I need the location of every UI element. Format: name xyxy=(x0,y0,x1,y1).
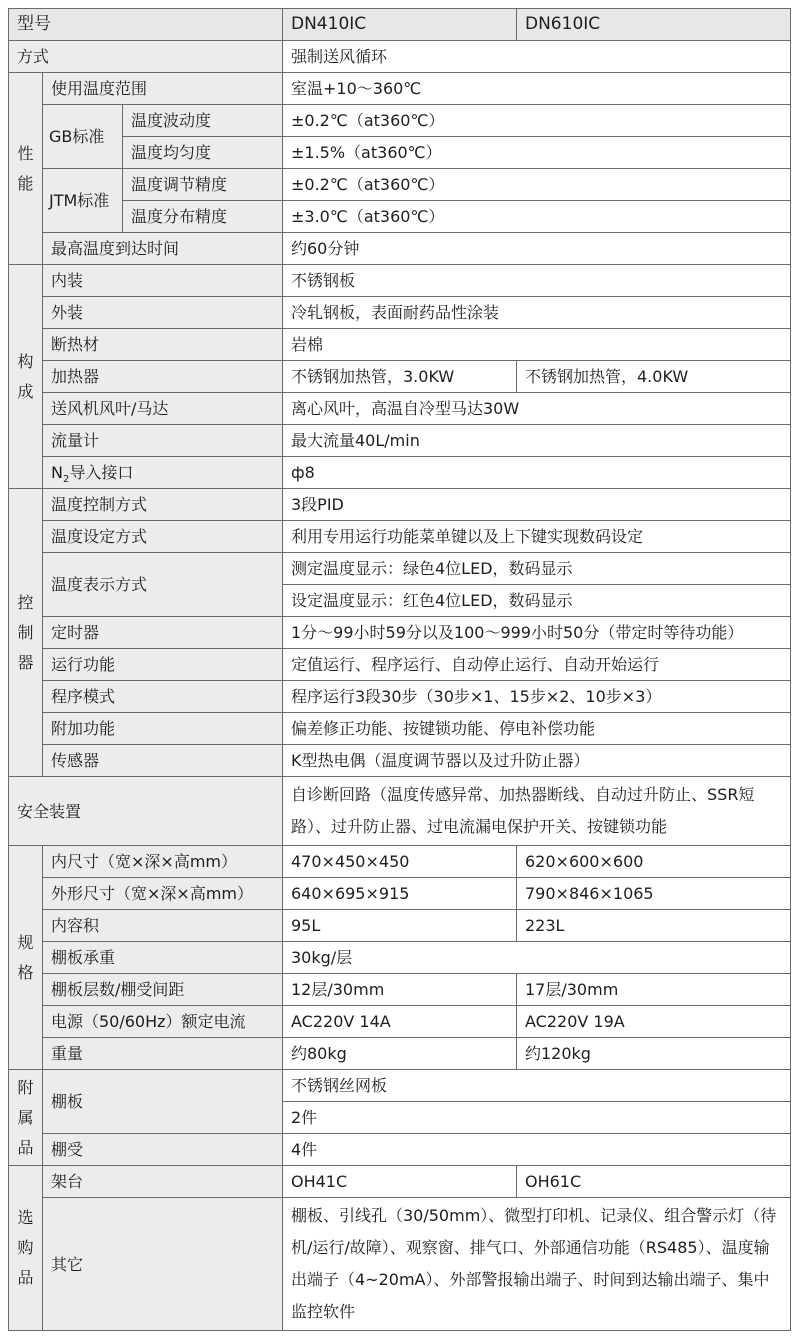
ctl-ctrl-label: 温度控制方式 xyxy=(43,489,283,521)
construction-category xyxy=(9,265,43,489)
con-flow-value: 最大流量40L/min xyxy=(283,425,791,457)
ctl-ctrl-value: 3段PID xyxy=(283,489,791,521)
ctl-timer-label: 定时器 xyxy=(43,617,283,649)
n2-label-post: 导入接口 xyxy=(69,463,134,482)
spec-inner-dim-value-b: 620×600×600 xyxy=(517,846,791,878)
header-row xyxy=(9,9,791,41)
spec-weight-value-b: 约120kg xyxy=(517,1038,791,1070)
controller-category xyxy=(9,489,43,777)
spec-volume-row xyxy=(9,910,791,942)
con-outer-row xyxy=(9,297,791,329)
safety-label: 安全装置 xyxy=(9,777,283,846)
spec-weight-value-a: 约80kg xyxy=(283,1038,517,1070)
ctl-program-row xyxy=(9,681,791,713)
con-fan-label: 送风机风叶/马达 xyxy=(43,393,283,425)
acc-rail-label: 棚受 xyxy=(43,1134,283,1166)
accessories-category xyxy=(9,1070,43,1166)
perf-dist-value: ±3.0℃（at360℃） xyxy=(283,201,791,233)
performance-category-label: 性能 xyxy=(17,143,34,193)
model-a-header: DN410IC xyxy=(283,9,517,41)
ctl-timer-value: 1分～99小时59分以及100～999小时50分（带定时等待功能） xyxy=(283,617,791,649)
ctl-set-row xyxy=(9,521,791,553)
con-inner-row xyxy=(9,265,791,297)
n2-label-pre: N xyxy=(51,463,63,482)
spec-shelf-layers-row xyxy=(9,974,791,1006)
ctl-sensor-row xyxy=(9,745,791,777)
perf-unif-label: 温度均匀度 xyxy=(123,137,283,169)
ctl-display-row-1 xyxy=(9,553,791,585)
con-heater-row xyxy=(9,361,791,393)
con-n2-label xyxy=(43,457,283,489)
spec-table xyxy=(8,8,791,1331)
spec-inner-dim-label: 内尺寸（宽×深×高mm） xyxy=(43,846,283,878)
ctl-run-row xyxy=(9,649,791,681)
ctl-extra-label: 附加功能 xyxy=(43,713,283,745)
con-insul-value: 岩棉 xyxy=(283,329,791,361)
spec-shelf-load-row xyxy=(9,942,791,974)
spec-shelf-load-value: 30kg/层 xyxy=(283,942,791,974)
opt-stand-row xyxy=(9,1166,791,1198)
ctl-sensor-label: 传感器 xyxy=(43,745,283,777)
con-fan-value: 离心风叶，高温自冷型马达30W xyxy=(283,393,791,425)
acc-rail-row xyxy=(9,1134,791,1166)
acc-shelf-label: 棚板 xyxy=(43,1070,283,1134)
spec-outer-dim-value-a: 640×695×915 xyxy=(283,878,517,910)
construction-category-label: 构成 xyxy=(17,351,34,401)
con-heater-label: 加热器 xyxy=(43,361,283,393)
options-category xyxy=(9,1166,43,1331)
con-heater-value-a: 不锈钢加热管，3.0KW xyxy=(283,361,517,393)
ctl-program-label: 程序模式 xyxy=(43,681,283,713)
opt-other-value: 棚板、引线孔（30/50mm）、微型打印机、记录仪、组合警示灯（待机/运行/故障）、观察窗、排气口、外部通信功能（RS485）、温度输出端子（4~20mA）、外部警报输出端子、时间到达输出端子、集中监控软件 xyxy=(283,1198,791,1331)
con-n2-value: ф8 xyxy=(283,457,791,489)
ctl-display-label: 温度表示方式 xyxy=(43,553,283,617)
ctl-extra-row xyxy=(9,713,791,745)
perf-range-value: 室温+10～360℃ xyxy=(283,73,791,105)
perf-range-label: 使用温度范围 xyxy=(43,73,283,105)
opt-stand-value-a: OH41C xyxy=(283,1166,517,1198)
con-heater-value-b: 不锈钢加热管，4.0KW xyxy=(517,361,791,393)
perf-adj-row xyxy=(9,169,791,201)
gb-standard-label: GB标准 xyxy=(43,105,123,169)
perf-adj-value: ±0.2℃（at360℃） xyxy=(283,169,791,201)
spec-shelf-layers-label: 棚板层数/棚受间距 xyxy=(43,974,283,1006)
spec-weight-label: 重量 xyxy=(43,1038,283,1070)
opt-stand-label: 架台 xyxy=(43,1166,283,1198)
spec-power-label: 电源（50/60Hz）额定电流 xyxy=(43,1006,283,1038)
ctl-run-label: 运行功能 xyxy=(43,649,283,681)
con-insul-row xyxy=(9,329,791,361)
spec-power-value-a: AC220V 14A xyxy=(283,1006,517,1038)
safety-value: 自诊断回路（温度传感异常、加热器断线、自动过升防止、SSR短路）、过升防止器、过电流漏电保护开关、按键锁功能 xyxy=(283,777,791,846)
perf-range-row xyxy=(9,73,791,105)
perf-dist-label: 温度分布精度 xyxy=(123,201,283,233)
ctl-display-value-1: 测定温度显示：绿色4位LED，数码显示 xyxy=(283,553,791,585)
model-b-header: DN610IC xyxy=(517,9,791,41)
performance-category xyxy=(9,73,43,265)
con-outer-label: 外装 xyxy=(43,297,283,329)
spec-outer-dim-value-b: 790×846×1065 xyxy=(517,878,791,910)
accessories-category-label: 附属品 xyxy=(17,1077,34,1157)
safety-row xyxy=(9,777,791,846)
ctl-set-value: 利用专用运行功能菜单键以及上下键实现数码设定 xyxy=(283,521,791,553)
con-inner-value: 不锈钢板 xyxy=(283,265,791,297)
acc-shelf-value-1: 不锈钢丝网板 xyxy=(283,1070,791,1102)
spec-weight-row xyxy=(9,1038,791,1070)
header-label: 型号 xyxy=(9,9,283,41)
ctl-extra-value: 偏差修正功能、按键锁功能、停电补偿功能 xyxy=(283,713,791,745)
controller-category-label: 控制器 xyxy=(17,592,34,672)
spec-inner-dim-row xyxy=(9,846,791,878)
acc-shelf-row-1 xyxy=(9,1070,791,1102)
ctl-ctrl-row xyxy=(9,489,791,521)
con-fan-row xyxy=(9,393,791,425)
spec-inner-dim-value-a: 470×450×450 xyxy=(283,846,517,878)
con-insul-label: 断热材 xyxy=(43,329,283,361)
specs-category xyxy=(9,846,43,1070)
con-flow-row xyxy=(9,425,791,457)
options-category-label: 选购品 xyxy=(17,1208,34,1287)
ctl-program-value: 程序运行3段30步（30步×1、15步×2、10步×3） xyxy=(283,681,791,713)
opt-stand-value-b: OH61C xyxy=(517,1166,791,1198)
opt-other-label: 其它 xyxy=(43,1198,283,1331)
jtm-standard-label: JTM标准 xyxy=(43,169,123,233)
ctl-sensor-value: K型热电偶（温度调节器以及过升防止器） xyxy=(283,745,791,777)
con-flow-label: 流量计 xyxy=(43,425,283,457)
specs-category-label: 规格 xyxy=(17,932,34,982)
spec-outer-dim-label: 外形尺寸（宽×深×高mm） xyxy=(43,878,283,910)
acc-shelf-value-2: 2件 xyxy=(283,1102,791,1134)
spec-volume-value-b: 223L xyxy=(517,910,791,942)
perf-fluct-row xyxy=(9,105,791,137)
perf-reach-value: 约60分钟 xyxy=(283,233,791,265)
method-value: 强制送风循环 xyxy=(283,41,791,73)
perf-dist-row xyxy=(9,201,791,233)
opt-other-row xyxy=(9,1198,791,1331)
spec-outer-dim-row xyxy=(9,878,791,910)
n2-label-sub: 2 xyxy=(62,474,70,486)
spec-shelf-layers-value-b: 17层/30mm xyxy=(517,974,791,1006)
spec-volume-value-a: 95L xyxy=(283,910,517,942)
ctl-display-value-2: 设定温度显示：红色4位LED，数码显示 xyxy=(283,585,791,617)
perf-unif-value: ±1.5%（at360℃） xyxy=(283,137,791,169)
con-outer-value: 冷轧钢板，表面耐药品性涂装 xyxy=(283,297,791,329)
perf-unif-row xyxy=(9,137,791,169)
ctl-timer-row xyxy=(9,617,791,649)
spec-shelf-load-label: 棚板承重 xyxy=(43,942,283,974)
spec-shelf-layers-value-a: 12层/30mm xyxy=(283,974,517,1006)
spec-power-row xyxy=(9,1006,791,1038)
spec-power-value-b: AC220V 19A xyxy=(517,1006,791,1038)
ctl-set-label: 温度设定方式 xyxy=(43,521,283,553)
perf-reach-label: 最高温度到达时间 xyxy=(43,233,283,265)
perf-reach-row xyxy=(9,233,791,265)
perf-fluct-label: 温度波动度 xyxy=(123,105,283,137)
con-inner-label: 内装 xyxy=(43,265,283,297)
ctl-run-value: 定值运行、程序运行、自动停止运行、自动开始运行 xyxy=(283,649,791,681)
con-n2-row xyxy=(9,457,791,489)
method-label: 方式 xyxy=(9,41,283,73)
perf-fluct-value: ±0.2℃（at360℃） xyxy=(283,105,791,137)
perf-adj-label: 温度调节精度 xyxy=(123,169,283,201)
spec-volume-label: 内容积 xyxy=(43,910,283,942)
method-row xyxy=(9,41,791,73)
acc-rail-value: 4件 xyxy=(283,1134,791,1166)
